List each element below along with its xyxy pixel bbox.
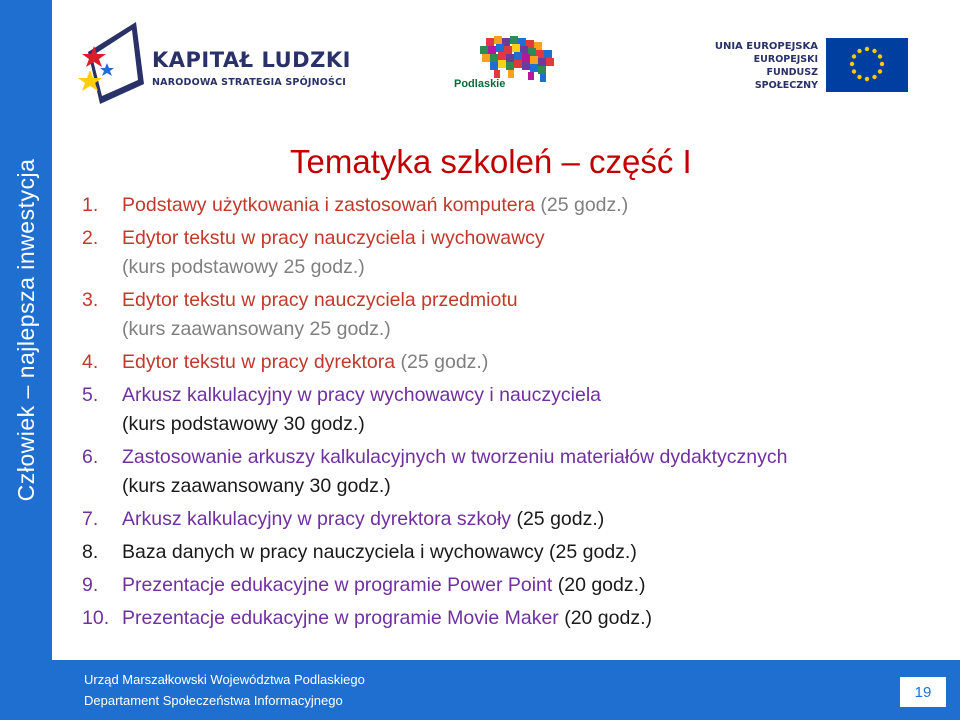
kapital-ludzki-logo [78,22,353,104]
list-item [82,348,942,377]
list-item [82,538,942,567]
footer-department: Departament Społeczeństwa Informacyjnego [84,693,343,708]
topic-hours: (kurs podstawowy 25 godz.) [122,256,365,278]
sidebar-slogan: Człowiek – najlepsza inwestycja [12,158,39,502]
list-item [82,443,942,501]
topic-hours: (kurs podstawowy 30 godz.) [122,413,365,435]
list-item [82,286,942,344]
topic-number: 6. [82,446,99,468]
topic-hours: (25 godz.) [516,508,605,530]
podlaskie-logo [452,34,567,94]
eu-line-3: FUNDUSZ SPOŁECZNY [754,67,818,91]
topic-hours: (kurs zaawansowany 25 godz.) [122,318,391,340]
topic-title: Edytor tekstu w pracy dyrektora [122,351,396,373]
slide-title: Tematyka szkoleń – część I [290,143,692,180]
page-number: 19 [900,677,946,707]
topic-number: 10. [82,607,110,629]
topic-hours: (20 godz.) [557,574,646,596]
topic-hours: (25 godz.) [540,194,629,216]
list-item [82,505,942,534]
topic-title: Zastosowanie arkuszy kalkulacyjnych w tworzeniu materiałów dydaktycznych [122,446,788,468]
topic-title: Edytor tekstu w pracy nauczyciela i wychowawcy [122,227,545,249]
eu-flag-icon [826,38,908,92]
topic-number: 8. [82,541,99,563]
topic-number: 7. [82,508,99,530]
list-item [82,381,942,439]
topic-number: 2. [82,227,99,249]
topic-hours: (25 godz.) [400,351,489,373]
topic-number: 1. [82,194,99,216]
kapital-ludzki-title: KAPITAŁ LUDZKI [152,48,351,72]
topic-title: Podstawy użytkowania i zastosowań komputera [122,194,535,216]
list-item [82,571,942,600]
footer-text [84,669,365,711]
eu-line-1: UNIA EUROPEJSKA [714,41,818,52]
sidebar [0,0,52,660]
footer [0,660,960,720]
topic-number: 3. [82,289,99,311]
topic-list [82,191,942,637]
kapital-ludzki-subtitle: NARODOWA STRATEGIA SPÓJNOŚCI [152,77,346,88]
list-item [82,604,942,633]
topic-number: 5. [82,384,99,406]
topic-title: Prezentacje edukacyjne w programie Movie Maker [122,607,559,629]
topic-number: 4. [82,351,99,373]
topic-hours: (kurs zaawansowany 30 godz.) [122,475,391,497]
topic-number: 9. [82,574,99,596]
eu-logo [714,38,914,96]
topic-title: Arkusz kalkulacyjny w pracy wychowawcy i nauczyciela [122,384,601,406]
list-item [82,224,942,282]
list-item [82,191,942,220]
topic-hours: (20 godz.) [564,607,653,629]
footer-office: Urząd Marszałkowski Województwa Podlaskiego [84,672,365,687]
kapital-ludzki-emblem-icon [78,22,148,104]
podlaskie-label: Podlaskie [454,78,506,90]
topic-title: Arkusz kalkulacyjny w pracy dyrektora szkoły [122,508,512,530]
topic-title: Baza danych w pracy nauczyciela i wychowawcy [122,541,544,563]
eu-logo-text [714,40,818,92]
topic-title: Edytor tekstu w pracy nauczyciela przedmiotu [122,289,518,311]
topic-title: Prezentacje edukacyjne w programie Power Point [122,574,553,596]
topic-hours: (25 godz.) [549,541,637,563]
eu-line-2: EUROPEJSKI [753,54,818,65]
